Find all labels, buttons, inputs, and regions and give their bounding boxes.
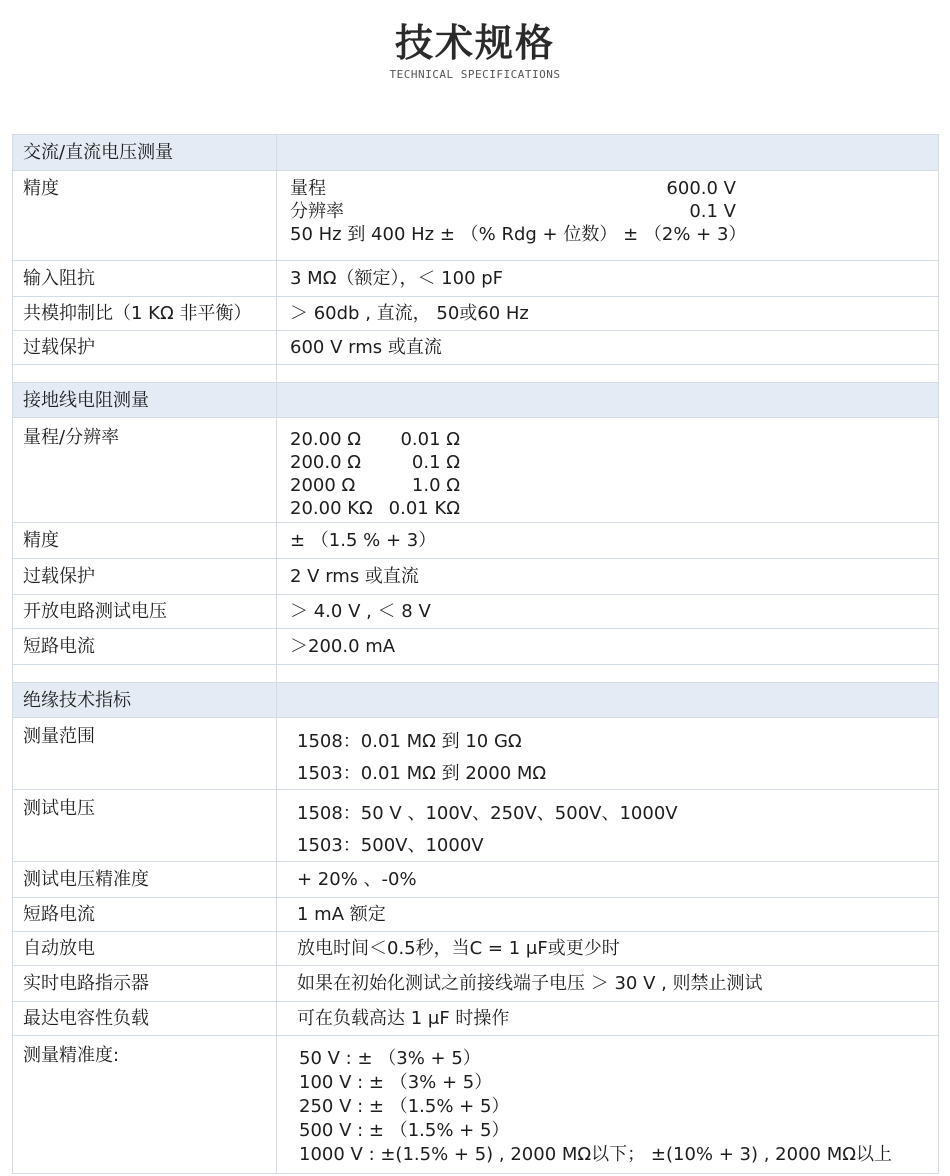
spec-label: 开放电路测试电压 (13, 595, 277, 629)
spec-label: 测试电压精准度 (13, 862, 277, 898)
spec-row-accuracy (13, 171, 939, 261)
spec-value: 可在负载高达 1 μF 时操作 (277, 1002, 939, 1036)
voltage-line: 1503：500V、1000V (297, 835, 484, 856)
spec-value: ＞ 4.0 V , ＜ 8 V (277, 595, 939, 629)
section-header-blank (277, 383, 939, 418)
spec-value: 2 V rms 或直流 (277, 559, 939, 595)
spec-row-short-current (13, 898, 939, 932)
section-heading: 交流/直流电压测量 (13, 135, 277, 171)
range-value: 20.00 KΩ (290, 498, 373, 519)
spec-value: 600 V rms 或直流 (277, 331, 939, 365)
spec-row-overload (13, 559, 939, 595)
page-title: 技术规格 (394, 21, 555, 65)
spec-row-measure-range (13, 718, 939, 790)
range-line: 1503：0.01 MΩ 到 2000 MΩ (297, 763, 547, 784)
spec-label: 过载保护 (13, 331, 277, 365)
spec-row-live-indicator (13, 966, 939, 1002)
spec-row-tv-accuracy (13, 862, 939, 898)
accuracy-line: 50 V : ± （3% + 5） (299, 1048, 481, 1069)
resolution-value: 0.01 KΩ (388, 498, 460, 519)
spec-value: 3 MΩ（额定），＜ 100 pF (277, 261, 939, 297)
accuracy-line: 250 V : ± （1.5% + 5） (299, 1096, 510, 1117)
spec-row-measure-accuracy (13, 1036, 939, 1174)
spec-value: 放电时间＜0.5秒，当C = 1 μF或更少时 (277, 932, 939, 966)
spec-row-cmrr (13, 297, 939, 331)
frequency-accuracy: 50 Hz 到 400 Hz ± （% Rdg + 位数） ± （2% + 3） (290, 224, 747, 245)
section-spacer (13, 665, 939, 683)
spec-label: 共模抑制比（1 KΩ 非平衡） (13, 297, 277, 331)
spec-value: ± （1.5 % + 3） (277, 523, 939, 559)
section-header-row (13, 383, 939, 418)
spec-label: 自动放电 (13, 932, 277, 966)
ground-resistance-table (12, 382, 939, 683)
spec-label: 测试电压 (13, 790, 277, 862)
accuracy-line: 1000 V : ±(1.5% + 5) , 2000 MΩ以下； ±(10% + 3) , 2000 MΩ以上 (299, 1144, 892, 1165)
range-line: 1508：0.01 MΩ 到 10 GΩ (297, 731, 522, 752)
section-header-row (13, 683, 939, 718)
spec-row-accuracy (13, 523, 939, 559)
spec-label: 短路电流 (13, 629, 277, 665)
accuracy-line: 500 V : ± （1.5% + 5） (299, 1120, 510, 1141)
resolution-value: 1.0 Ω (411, 475, 460, 496)
section-heading: 接地线电阻测量 (13, 383, 277, 418)
spec-label: 测量范围 (13, 718, 277, 790)
page-subtitle: TECHNICAL SPECIFICATIONS (389, 68, 561, 81)
range-label: 量程 (290, 178, 326, 199)
resolution-value: 0.1 Ω (411, 452, 460, 473)
spec-row-ranges (13, 418, 939, 523)
section-header-blank (277, 683, 939, 718)
range-value: 2000 Ω (290, 475, 356, 496)
spec-row-impedance (13, 261, 939, 297)
section-heading: 绝缘技术指标 (13, 683, 277, 718)
spec-row-auto-discharge (13, 932, 939, 966)
range-value: 20.00 Ω (290, 429, 362, 450)
spec-value: ＞ 60db , 直流， 50或60 Hz (277, 297, 939, 331)
spec-value: + 20% 、-0% (277, 862, 939, 898)
spec-value (277, 1036, 939, 1174)
spec-label: 过载保护 (13, 559, 277, 595)
spec-label: 量程/分辨率 (13, 418, 277, 523)
spec-label: 精度 (13, 171, 277, 261)
accuracy-line: 100 V : ± （3% + 5） (299, 1072, 493, 1093)
section-header-blank (277, 135, 939, 171)
spec-value (277, 790, 939, 862)
range-value: 200.0 Ω (290, 452, 362, 473)
voltage-spec-table (12, 134, 939, 383)
spec-value: ＞200.0 mA (277, 629, 939, 665)
range-value: 600.0 V (666, 178, 736, 199)
spec-value (277, 171, 939, 261)
spec-row-short-current (13, 629, 939, 665)
spec-row-test-voltage (13, 790, 939, 862)
spec-value: 1 mA 额定 (277, 898, 939, 932)
spec-row-open-voltage (13, 595, 939, 629)
spec-value (277, 718, 939, 790)
resolution-value: 0.1 V (689, 201, 736, 222)
spec-label: 精度 (13, 523, 277, 559)
insulation-spec-table (12, 682, 939, 1174)
spec-label: 实时电路指示器 (13, 966, 277, 1002)
spec-value: 如果在初始化测试之前接线端子电压 ＞ 30 V , 则禁止测试 (277, 966, 939, 1002)
resolution-value: 0.01 Ω (400, 429, 460, 450)
section-header-row (13, 135, 939, 171)
spec-label: 短路电流 (13, 898, 277, 932)
spec-label: 测量精准度: (13, 1036, 277, 1174)
spec-row-overload (13, 331, 939, 365)
spec-label: 输入阻抗 (13, 261, 277, 297)
section-spacer (13, 365, 939, 383)
spec-row-capacitive-load (13, 1002, 939, 1036)
resolution-label: 分辨率 (290, 201, 344, 222)
spec-value (277, 418, 939, 523)
spec-label: 最达电容性负载 (13, 1002, 277, 1036)
voltage-line: 1508：50 V 、100V、250V、500V、1000V (297, 803, 678, 824)
